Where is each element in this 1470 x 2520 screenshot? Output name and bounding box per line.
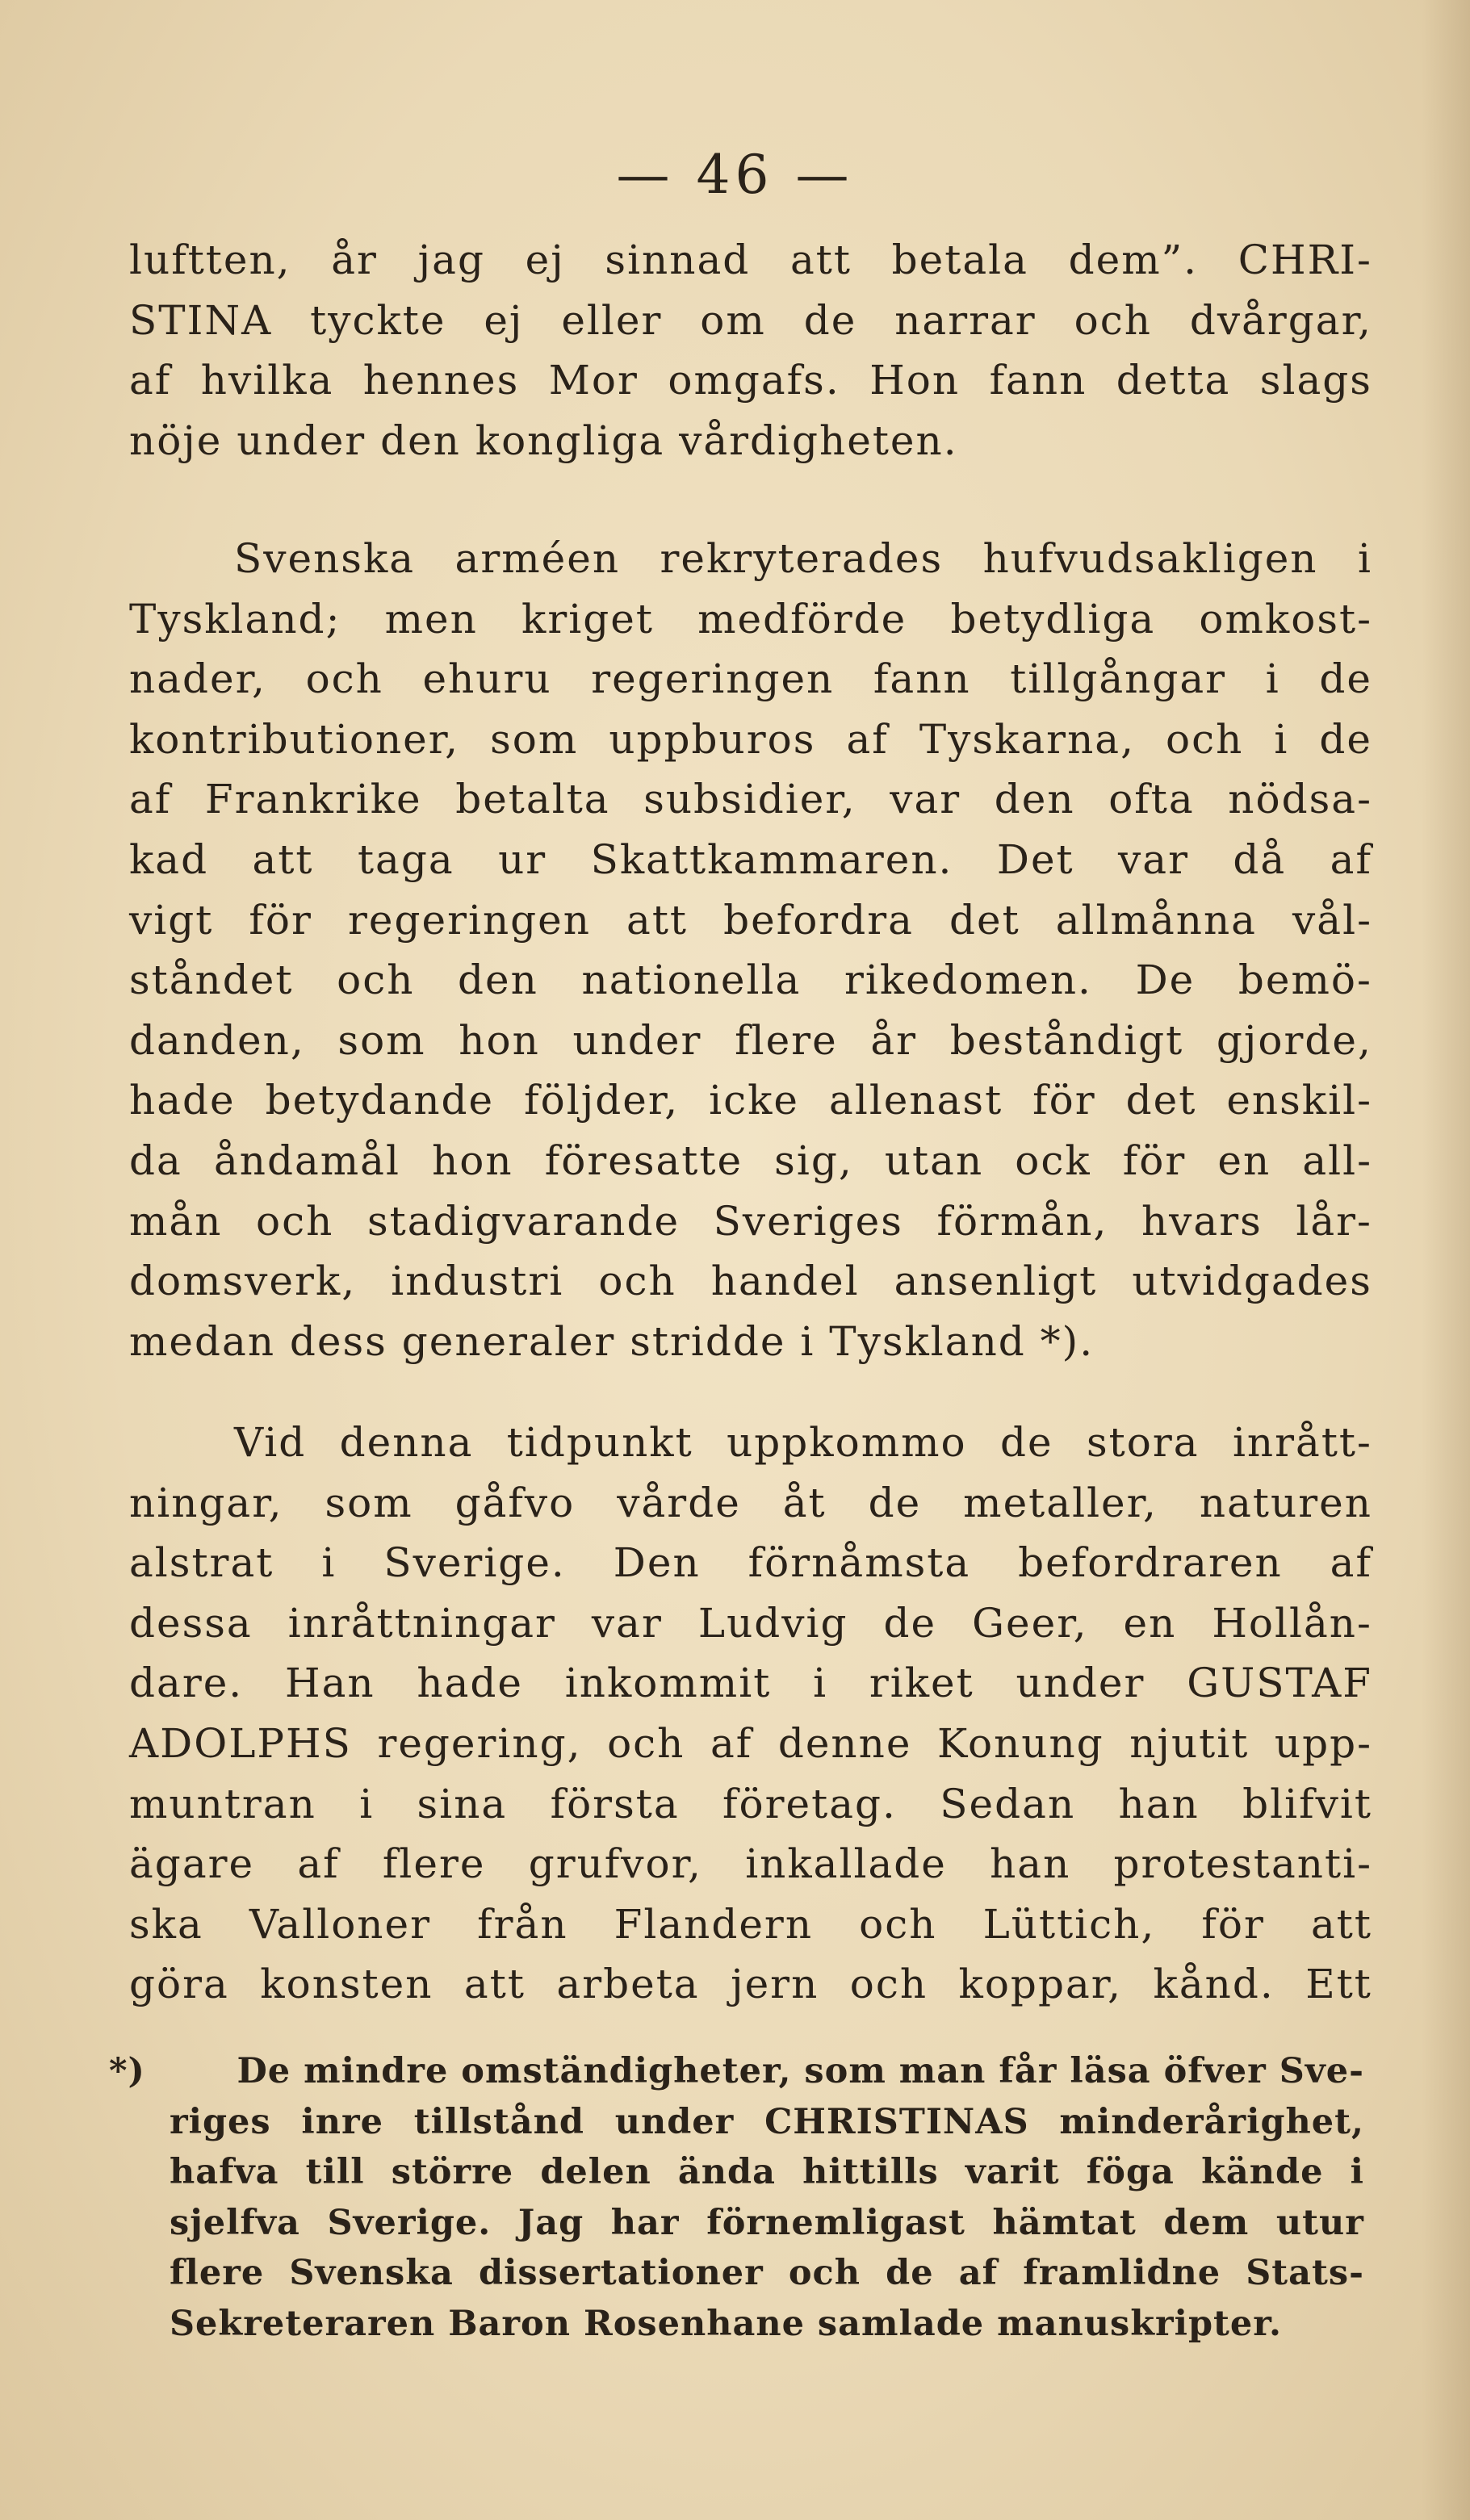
footnote-marker: *) bbox=[109, 2051, 145, 2091]
word: dem bbox=[1163, 2202, 1250, 2243]
word: Jag bbox=[517, 2202, 584, 2243]
word: eller bbox=[561, 296, 663, 344]
word: stadigvarande bbox=[366, 1197, 681, 1245]
word: arbeta bbox=[556, 1961, 700, 2008]
word: all- bbox=[1302, 1137, 1372, 1184]
word: betydande bbox=[265, 1077, 495, 1124]
word: Sverige. bbox=[383, 1539, 566, 1587]
word: industri bbox=[391, 1258, 564, 1305]
word: domsverk, bbox=[129, 1258, 357, 1305]
word: gåfvo bbox=[454, 1479, 576, 1526]
page-number-header: — 46 — bbox=[616, 144, 854, 206]
word: han bbox=[990, 1840, 1071, 1888]
word: inre bbox=[301, 2101, 384, 2142]
footnote-line bbox=[170, 2198, 1364, 2249]
word: inråttningar bbox=[287, 1599, 556, 1647]
footnote-text: De mindre omständigheter, som man får läsa öfver Sve- bbox=[237, 2051, 1364, 2091]
word: från bbox=[477, 1900, 568, 1948]
word: dissertationer bbox=[479, 2253, 764, 2293]
word: ända bbox=[677, 2152, 776, 2192]
word: dessa bbox=[129, 1599, 253, 1647]
word: fann bbox=[873, 655, 971, 703]
word: betalta bbox=[455, 776, 610, 823]
word: Sveriges bbox=[713, 1197, 903, 1245]
word: hvilka bbox=[200, 357, 334, 404]
word: dvårgar, bbox=[1189, 296, 1372, 344]
word: regeringen bbox=[591, 655, 835, 703]
word: det bbox=[949, 896, 1020, 944]
word: konsten bbox=[260, 1961, 433, 2008]
word: inkallade bbox=[745, 1840, 947, 1888]
word: och bbox=[849, 1961, 928, 2008]
text-line bbox=[129, 1251, 1372, 1312]
text-line bbox=[129, 1070, 1372, 1131]
word: af bbox=[129, 776, 172, 823]
word: första bbox=[550, 1780, 680, 1827]
word: af bbox=[710, 1719, 753, 1767]
text-line bbox=[129, 230, 1372, 291]
word: har bbox=[610, 2202, 680, 2243]
word: ADOLPHS bbox=[129, 1719, 352, 1767]
word: betydliga bbox=[950, 595, 1156, 643]
word: medförde bbox=[697, 595, 907, 643]
footnote bbox=[109, 2046, 1364, 2349]
word: slags bbox=[1259, 357, 1372, 404]
word: da bbox=[129, 1137, 182, 1184]
word: Hon bbox=[869, 357, 961, 404]
word: under bbox=[572, 1016, 702, 1064]
word: grufvor, bbox=[528, 1840, 702, 1888]
word: förnemligast bbox=[706, 2202, 965, 2243]
word: och bbox=[1074, 296, 1152, 344]
text-line bbox=[129, 950, 1372, 1011]
text-line: nöje under den kongliga vårdigheten. bbox=[129, 417, 958, 464]
word: i bbox=[1265, 655, 1280, 703]
word: bemö- bbox=[1238, 957, 1372, 1004]
word: varit bbox=[965, 2152, 1060, 2192]
word: utvidgades bbox=[1132, 1258, 1372, 1305]
word: Tyskland; bbox=[129, 595, 341, 643]
text-line bbox=[129, 1131, 1372, 1191]
word: att bbox=[1311, 1900, 1372, 1948]
word: gjorde, bbox=[1216, 1016, 1372, 1064]
text-line bbox=[129, 350, 1372, 411]
word: Skattkammaren. bbox=[590, 835, 953, 883]
word: Flandern bbox=[614, 1900, 814, 1948]
word: tyckte bbox=[310, 296, 446, 344]
word: tillstånd bbox=[413, 2101, 584, 2142]
text-line bbox=[129, 1413, 1372, 1473]
word: år bbox=[331, 237, 378, 283]
word: för bbox=[1201, 1900, 1265, 1948]
word: Sedan bbox=[940, 1780, 1076, 1827]
text-line bbox=[129, 890, 1372, 951]
word: uppburos bbox=[609, 715, 816, 763]
word: under bbox=[614, 2101, 735, 2142]
word: en bbox=[1217, 1137, 1271, 1184]
word: föga bbox=[1086, 2152, 1175, 2192]
word: de bbox=[883, 1599, 937, 1647]
word: i bbox=[1357, 535, 1372, 582]
word: ock bbox=[1015, 1137, 1091, 1184]
word: sinnad bbox=[605, 237, 751, 283]
word: att bbox=[789, 237, 852, 283]
word: förnåmsta bbox=[748, 1539, 971, 1587]
word: kriget bbox=[521, 595, 654, 643]
word: flere bbox=[170, 2253, 265, 2293]
word: hittills bbox=[802, 2152, 939, 2192]
page-edge-shadow bbox=[1422, 0, 1470, 2520]
word: denne bbox=[777, 1719, 912, 1767]
word: företag. bbox=[722, 1780, 897, 1827]
footnote-line bbox=[109, 2046, 1364, 2097]
word: blifvit bbox=[1242, 1780, 1372, 1827]
word: i bbox=[1274, 715, 1289, 763]
word: större bbox=[391, 2152, 514, 2192]
word: allenast bbox=[829, 1077, 1003, 1124]
text-line bbox=[129, 589, 1372, 650]
word: om bbox=[700, 296, 766, 344]
word: följder, bbox=[524, 1077, 680, 1124]
word: af bbox=[297, 1840, 340, 1888]
text-line bbox=[129, 710, 1372, 770]
word: Svenska bbox=[234, 535, 416, 582]
word: riges bbox=[170, 2101, 271, 2142]
word: taga bbox=[357, 835, 454, 883]
word: befordraren bbox=[1018, 1539, 1283, 1587]
word: i bbox=[321, 1539, 337, 1587]
word: Ett bbox=[1305, 1961, 1372, 2008]
footnote-line bbox=[170, 2248, 1364, 2299]
word: Mor bbox=[548, 357, 639, 404]
word: var bbox=[890, 776, 961, 823]
text-line bbox=[129, 1593, 1372, 1654]
word: protestanti- bbox=[1113, 1840, 1372, 1888]
word: sina bbox=[417, 1780, 508, 1827]
text-line bbox=[129, 769, 1372, 830]
word: muntran bbox=[129, 1780, 316, 1827]
word: af bbox=[1330, 1539, 1372, 1587]
word: arméen bbox=[454, 535, 621, 582]
word: utur bbox=[1275, 2202, 1364, 2243]
word: år bbox=[870, 1016, 918, 1064]
word: enskil- bbox=[1226, 1077, 1372, 1124]
word: omgafs. bbox=[668, 357, 840, 404]
footnote-line bbox=[170, 2097, 1364, 2148]
text-line bbox=[129, 1011, 1372, 1071]
word: nationella bbox=[581, 957, 802, 1004]
word: dem”. bbox=[1068, 237, 1199, 283]
word: dare. bbox=[129, 1660, 244, 1707]
text-line bbox=[129, 1653, 1372, 1714]
word: njutit bbox=[1129, 1719, 1250, 1767]
word: beståndigt bbox=[949, 1016, 1184, 1064]
word: ska bbox=[129, 1900, 203, 1948]
word: af bbox=[846, 715, 889, 763]
word: upp- bbox=[1274, 1719, 1372, 1767]
word: för bbox=[249, 896, 312, 944]
word: minderårighet, bbox=[1059, 2101, 1364, 2142]
word: koppar, bbox=[958, 1961, 1123, 2008]
footnote-line bbox=[170, 2147, 1364, 2198]
word: hade bbox=[129, 1077, 236, 1124]
word: tidpunkt bbox=[506, 1419, 693, 1466]
word: De bbox=[1135, 957, 1196, 1004]
word: Han bbox=[284, 1660, 375, 1707]
word: luftten, bbox=[129, 237, 291, 283]
text-line: medan dess generaler stridde i Tyskland *). bbox=[129, 1317, 1095, 1365]
word: det bbox=[1125, 1077, 1197, 1124]
word: af bbox=[129, 357, 172, 404]
word: af bbox=[958, 2253, 999, 2293]
word: vål- bbox=[1292, 896, 1372, 944]
word: ansenligt bbox=[894, 1258, 1098, 1305]
word: kontributioner, bbox=[129, 715, 460, 763]
word: ej bbox=[484, 296, 524, 344]
word: omkost- bbox=[1199, 595, 1372, 643]
word: för bbox=[1032, 1077, 1096, 1124]
text-line bbox=[129, 1774, 1372, 1835]
word: inrått- bbox=[1232, 1419, 1372, 1466]
word: hufvudsakligen bbox=[982, 535, 1318, 582]
word: icke bbox=[709, 1077, 800, 1124]
word: framlidne bbox=[1023, 2253, 1221, 2293]
word: de bbox=[1319, 655, 1372, 703]
word: inkommit bbox=[564, 1660, 772, 1707]
word: under bbox=[1016, 1660, 1145, 1707]
word: Lüttich, bbox=[982, 1900, 1156, 1948]
word: en bbox=[1123, 1599, 1177, 1647]
word: narrar bbox=[894, 296, 1037, 344]
word: Valloner bbox=[249, 1900, 431, 1948]
word: Den bbox=[613, 1539, 701, 1587]
word: regering, bbox=[377, 1719, 582, 1767]
word: Hollån- bbox=[1212, 1599, 1372, 1647]
word: betala bbox=[891, 237, 1028, 283]
word: att bbox=[252, 835, 314, 883]
word: de bbox=[868, 1479, 922, 1526]
word: kånd. bbox=[1153, 1961, 1275, 2008]
word: Vid bbox=[234, 1419, 307, 1466]
word: och bbox=[337, 957, 415, 1004]
word: metaller, bbox=[963, 1479, 1158, 1526]
word: sjelfva bbox=[170, 2202, 300, 2243]
word: han bbox=[1118, 1780, 1200, 1827]
text-line bbox=[129, 1894, 1372, 1955]
text-line bbox=[129, 1533, 1372, 1593]
word: de bbox=[803, 296, 857, 344]
word: delen bbox=[540, 2152, 651, 2192]
word: och bbox=[305, 655, 383, 703]
word: hennes bbox=[362, 357, 520, 404]
word: göra bbox=[129, 1961, 229, 2008]
word: utan bbox=[884, 1137, 984, 1184]
word: detta bbox=[1116, 357, 1231, 404]
word: som bbox=[325, 1479, 413, 1526]
word: åt bbox=[782, 1479, 827, 1526]
paragraph-2 bbox=[129, 529, 1372, 1371]
word: åndamål bbox=[213, 1137, 400, 1184]
word: kände bbox=[1201, 2152, 1324, 2192]
word: nader, bbox=[129, 655, 266, 703]
word: ofta bbox=[1108, 776, 1195, 823]
text-line bbox=[129, 1714, 1372, 1774]
word: mån bbox=[129, 1197, 223, 1245]
word: jern bbox=[731, 1961, 819, 2008]
word: förmån, bbox=[936, 1197, 1108, 1245]
word: Tyskarna, bbox=[919, 715, 1135, 763]
word: i bbox=[813, 1660, 828, 1707]
word: nödsa- bbox=[1228, 776, 1372, 823]
word: vigt bbox=[129, 896, 214, 944]
text-line bbox=[129, 1473, 1372, 1534]
word: lår- bbox=[1296, 1197, 1372, 1245]
word: som bbox=[337, 1016, 426, 1064]
footnote-line: Sekreteraren Baron Rosenhane samlade manuskripter. bbox=[170, 2303, 1282, 2344]
word: rekryterades bbox=[660, 535, 944, 582]
text-line bbox=[129, 1954, 1372, 2015]
text-line bbox=[129, 1191, 1372, 1252]
word: Stats- bbox=[1246, 2253, 1364, 2293]
word: hämtat bbox=[992, 2202, 1137, 2243]
text-line bbox=[129, 291, 1372, 351]
word: och bbox=[859, 1900, 937, 1948]
word: hade bbox=[417, 1660, 523, 1707]
word: CHRISTINAS bbox=[764, 2101, 1029, 2142]
word: Frankrike bbox=[204, 776, 422, 823]
word: rikedomen. bbox=[844, 957, 1092, 1004]
word: Det bbox=[996, 835, 1074, 883]
text-line bbox=[129, 830, 1372, 890]
word: ägare bbox=[129, 1840, 255, 1888]
word: handel bbox=[710, 1258, 860, 1305]
word: uppkommo bbox=[727, 1419, 967, 1466]
word: af bbox=[1330, 835, 1372, 883]
word: riket bbox=[869, 1660, 974, 1707]
paragraph-1 bbox=[129, 230, 1372, 471]
word: den bbox=[994, 776, 1075, 823]
paragraph-3 bbox=[129, 1413, 1372, 2015]
word: denna bbox=[339, 1419, 474, 1466]
text-line bbox=[129, 1834, 1372, 1894]
word: jag bbox=[417, 237, 485, 283]
word: men bbox=[384, 595, 478, 643]
word: subsidier, bbox=[643, 776, 856, 823]
word: stora bbox=[1086, 1419, 1200, 1466]
word: ningar, bbox=[129, 1479, 283, 1526]
word: Svenska bbox=[289, 2253, 454, 2293]
word: tillgångar bbox=[1010, 655, 1227, 703]
word: i bbox=[359, 1780, 375, 1827]
word: de bbox=[886, 2253, 934, 2293]
word: Konung bbox=[936, 1719, 1104, 1767]
word: vårde bbox=[617, 1479, 741, 1526]
word: ståndet bbox=[129, 957, 294, 1004]
word: att bbox=[626, 896, 689, 944]
word: för bbox=[1122, 1137, 1187, 1184]
text-line bbox=[129, 529, 1372, 589]
word: Ludvig bbox=[697, 1599, 848, 1647]
word: fann bbox=[989, 357, 1087, 404]
word: GUSTAF bbox=[1187, 1660, 1372, 1707]
word: regeringen bbox=[347, 896, 591, 944]
word: hafva bbox=[170, 2152, 279, 2192]
word: i bbox=[1350, 2152, 1364, 2192]
word: Geer, bbox=[972, 1599, 1088, 1647]
word: och bbox=[1166, 715, 1244, 763]
word: befordra bbox=[723, 896, 914, 944]
word: var bbox=[1118, 835, 1190, 883]
word: att bbox=[463, 1961, 526, 2008]
word: allmånna bbox=[1055, 896, 1257, 944]
word: STINA bbox=[129, 296, 273, 344]
word: då bbox=[1233, 835, 1287, 883]
word: kad bbox=[129, 835, 209, 883]
word: ur bbox=[498, 835, 547, 883]
word: flere bbox=[382, 1840, 486, 1888]
word: naturen bbox=[1199, 1479, 1372, 1526]
word: CHRI- bbox=[1238, 237, 1372, 283]
word: de bbox=[1319, 715, 1372, 763]
word: ej bbox=[525, 237, 565, 283]
word: och bbox=[788, 2253, 861, 2293]
word: hvars bbox=[1141, 1197, 1263, 1245]
word: de bbox=[1000, 1419, 1053, 1466]
word: Sverige. bbox=[327, 2202, 492, 2243]
word: och bbox=[256, 1197, 334, 1245]
word: den bbox=[458, 957, 538, 1004]
word: till bbox=[305, 2152, 365, 2192]
word: danden, bbox=[129, 1016, 305, 1064]
word: hon bbox=[432, 1137, 513, 1184]
word: sig, bbox=[774, 1137, 853, 1184]
word: hon bbox=[459, 1016, 540, 1064]
word: ehuru bbox=[422, 655, 552, 703]
word: var bbox=[591, 1599, 663, 1647]
word: flere bbox=[735, 1016, 838, 1064]
text-line bbox=[129, 649, 1372, 710]
word: alstrat bbox=[129, 1539, 274, 1587]
word: som bbox=[490, 715, 579, 763]
word: och bbox=[607, 1719, 685, 1767]
word: och bbox=[598, 1258, 676, 1305]
word: föresatte bbox=[544, 1137, 743, 1184]
